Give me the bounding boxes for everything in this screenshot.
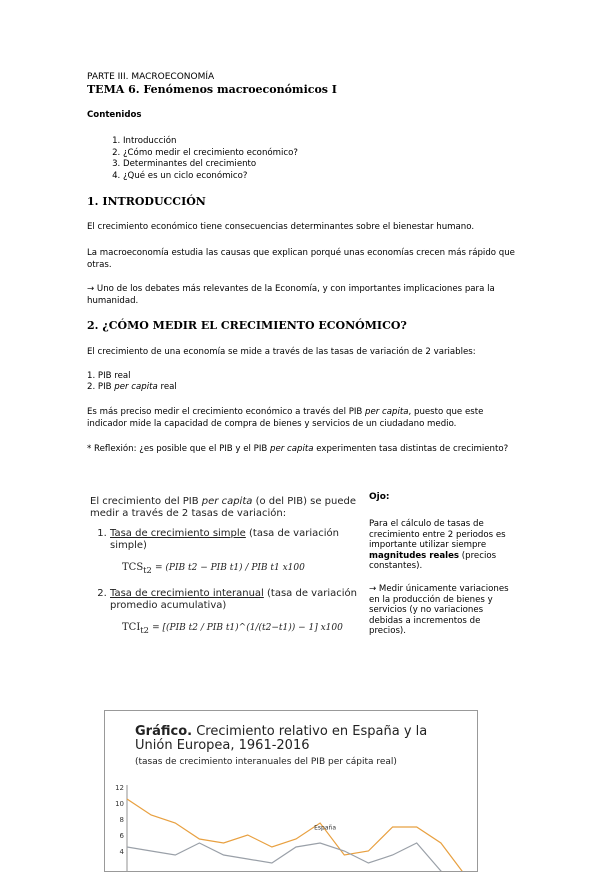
y-tick-label: 10 — [115, 800, 124, 808]
contents-heading: Contenidos — [87, 110, 142, 120]
paragraph: La macroeconomía estudia las causas que explican porqué unas economías crecen más rápido que otras. — [87, 248, 515, 270]
list-item: 1. Tasa de crecimiento simple (tasa de variación simple) $TCS_{t2} = (PIB$ t2 − PIB t1) / PIB t1 x100 — [110, 528, 360, 576]
y-tick-label: 12 — [115, 784, 124, 792]
reflection: * Reflexión: ¿es posible que el PIB y el PIB per capita experimenten tasa distintas de crecimiento? — [87, 444, 509, 454]
formula-tcs: $TCS_{t2} = (PIB$ t2 − PIB t1) / PIB t1 x100 — [122, 562, 305, 575]
y-tick-label: 8 — [119, 816, 124, 824]
y-tick-label: 4 — [119, 848, 124, 856]
section-2-title: 2. ¿CÓMO MEDIR EL CRECIMIENTO ECONÓMICO? — [87, 319, 407, 332]
series-line-1 — [127, 799, 465, 871]
paragraph: → Uno de los debates más relevantes de la Economía, y con importantes implicaciones para la humanidad. — [87, 284, 495, 306]
paragraph: Es más preciso medir el crecimiento económico a través del PIB per capita, puesto que este indicador mide la capacidad de compra de bienes y servicios de un ciudadano medio. — [87, 407, 484, 429]
paragraph: El crecimiento económico tiene consecuencias determinantes sobre el bienestar humano. — [87, 222, 475, 232]
paragraph: El crecimiento de una economía se mide a través de las tasas de variación de 2 variables: — [87, 347, 476, 357]
list-item: 4. ¿Qué es un ciclo económico? — [123, 171, 298, 183]
variable-2: 2. PIB per capita real — [87, 382, 177, 392]
contents-list — [103, 136, 298, 182]
box-intro: El crecimiento del PIB per capita (o del PIB) se puede medir a través de 2 tasas de variación: — [90, 496, 357, 519]
chart-subtitle: (tasas de crecimiento interanuales del PIB per cápita real) — [135, 757, 397, 767]
variable-1: 1. PIB real — [87, 371, 131, 381]
list-item: 1. Introducción — [123, 136, 298, 148]
page-title: TEMA 6. Fenómenos macroeconómicos I — [87, 83, 337, 96]
list-item: 3. Determinantes del crecimiento — [123, 159, 298, 171]
part-label: PARTE III. MACROECONOMÍA — [87, 72, 215, 82]
section-1-title: 1. INTRODUCCIÓN — [87, 195, 206, 208]
y-tick-label: 6 — [119, 832, 124, 840]
formula-tci: $TCI_{t2} = [(PIB$ t2 / PIB t1)^(1/(t2−t1)) − 1] x100 — [122, 622, 343, 635]
chart-title: Gráfico. Crecimiento relativo en España y la Unión Europea, 1961-2016 — [135, 724, 428, 753]
series-label-espana: España — [314, 824, 337, 832]
list-item: 2. ¿Cómo medir el crecimiento económico? — [123, 148, 298, 160]
growth-rates-box — [90, 496, 360, 648]
ojo-note — [369, 519, 517, 637]
ojo-heading: Ojo: — [369, 492, 390, 502]
series-line-2 — [127, 843, 465, 871]
growth-chart — [105, 711, 477, 871]
list-item: 2. Tasa de crecimiento interanual (tasa de variación promedio acumulativa) $TCI_{t2} = [(PIB$ t2 / PIB t1)^(1/(t2−t1)) − 1] x100 — [110, 588, 360, 636]
ojo-paragraph: Para el cálculo de tasas de crecimiento entre 2 periodos es importante utilizar siempre magnitudes reales (precios constantes). — [369, 519, 506, 572]
ojo-paragraph: → Medir únicamente variaciones en la producción de bienes y servicios (y no variaciones debidas a incrementos de precios). — [369, 583, 509, 637]
